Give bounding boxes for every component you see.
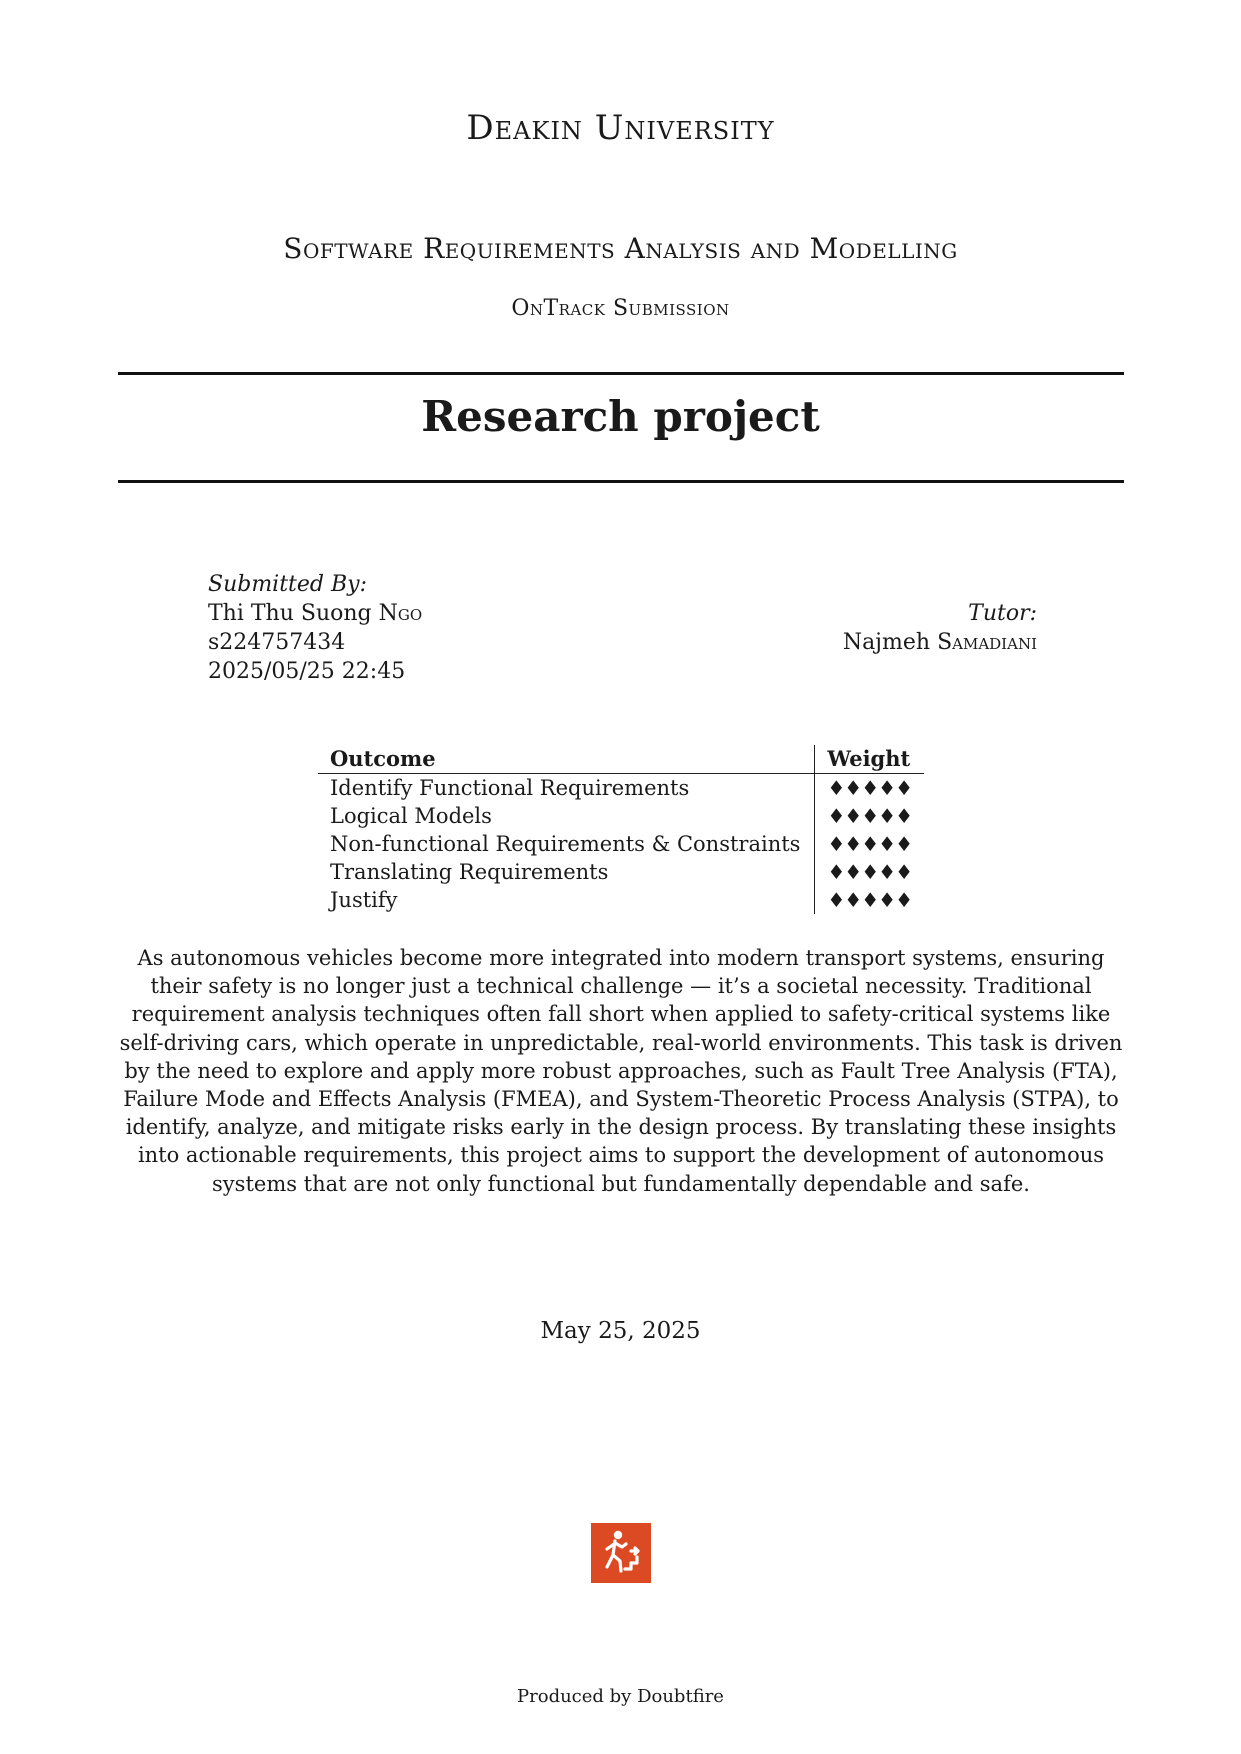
document-date: May 25, 2025 bbox=[540, 1318, 701, 1344]
university-name: Deakin University bbox=[466, 108, 775, 148]
submission-datetime: 2025/05/25 22:45 bbox=[208, 659, 406, 684]
doubtfire-logo-icon bbox=[591, 1523, 651, 1583]
weight-cell: ♦♦♦♦♦ bbox=[815, 886, 924, 914]
table-row bbox=[318, 802, 924, 830]
weight-cell: ♦♦♦♦♦ bbox=[815, 774, 924, 803]
student-id: s224757434 bbox=[208, 630, 346, 655]
abstract-paragraph: As autonomous vehicles become more integrated into modern transport systems, ensuring their safety is no longer just a technical challenge — it’s a societal necessity. Traditional requirement analysis techniques often fall short when applied to safety-critical systems like self-driving cars, which operate in unpredictable, real-world environments. This task is driven by the need to explore and apply more robust approaches, such as Fault Tree Analysis (FTA), Failure Mode and Effects Analysis (FMEA), and System-Theoretic Process Analysis (STPA), to identify, analyze, and mitigate risks early in the design process. By translating these insights into actionable requirements, this project aims to support the development of autonomous systems that are not only functional but fundamentally dependable and safe. bbox=[119, 946, 1123, 1196]
footer-credit: Produced by Doubtfire bbox=[517, 1686, 724, 1707]
tutor-name bbox=[617, 628, 1037, 657]
student-surname: Ngo bbox=[378, 601, 423, 626]
weight-cell: ♦♦♦♦♦ bbox=[815, 830, 924, 858]
table-row bbox=[318, 886, 924, 914]
table-row bbox=[318, 830, 924, 858]
table-row bbox=[318, 774, 924, 803]
table-row bbox=[318, 858, 924, 886]
outcome-cell: Translating Requirements bbox=[330, 860, 609, 884]
outcome-cell: Justify bbox=[330, 888, 398, 912]
outcome-cell: Identify Functional Requirements bbox=[330, 776, 690, 800]
title-rule-top bbox=[118, 372, 1124, 375]
submission-type: OnTrack Submission bbox=[511, 296, 730, 321]
student-name bbox=[208, 599, 628, 628]
weight-cell: ♦♦♦♦♦ bbox=[815, 858, 924, 886]
tutor-label: Tutor: bbox=[968, 601, 1037, 626]
tutor-block bbox=[617, 599, 1037, 657]
weight-column-header: Weight bbox=[815, 745, 924, 774]
submitted-by-label: Submitted By: bbox=[208, 572, 368, 597]
weight-cell: ♦♦♦♦♦ bbox=[815, 802, 924, 830]
outcome-cell: Non-functional Requirements & Constraints bbox=[330, 832, 801, 856]
title-rule-bottom bbox=[118, 480, 1124, 483]
student-given-name: Thi Thu Suong bbox=[208, 601, 372, 626]
page-title: Research project bbox=[421, 392, 820, 441]
tutor-given-name: Najmeh bbox=[842, 630, 931, 655]
unit-title: Software Requirements Analysis and Modelling bbox=[283, 232, 958, 265]
outcomes-table bbox=[318, 745, 924, 914]
outcome-cell: Logical Models bbox=[330, 804, 492, 828]
outcome-column-header: Outcome bbox=[318, 745, 815, 774]
submitted-by-block bbox=[208, 570, 628, 686]
table-header-row bbox=[318, 745, 924, 774]
tutor-surname: Samadiani bbox=[937, 630, 1037, 655]
